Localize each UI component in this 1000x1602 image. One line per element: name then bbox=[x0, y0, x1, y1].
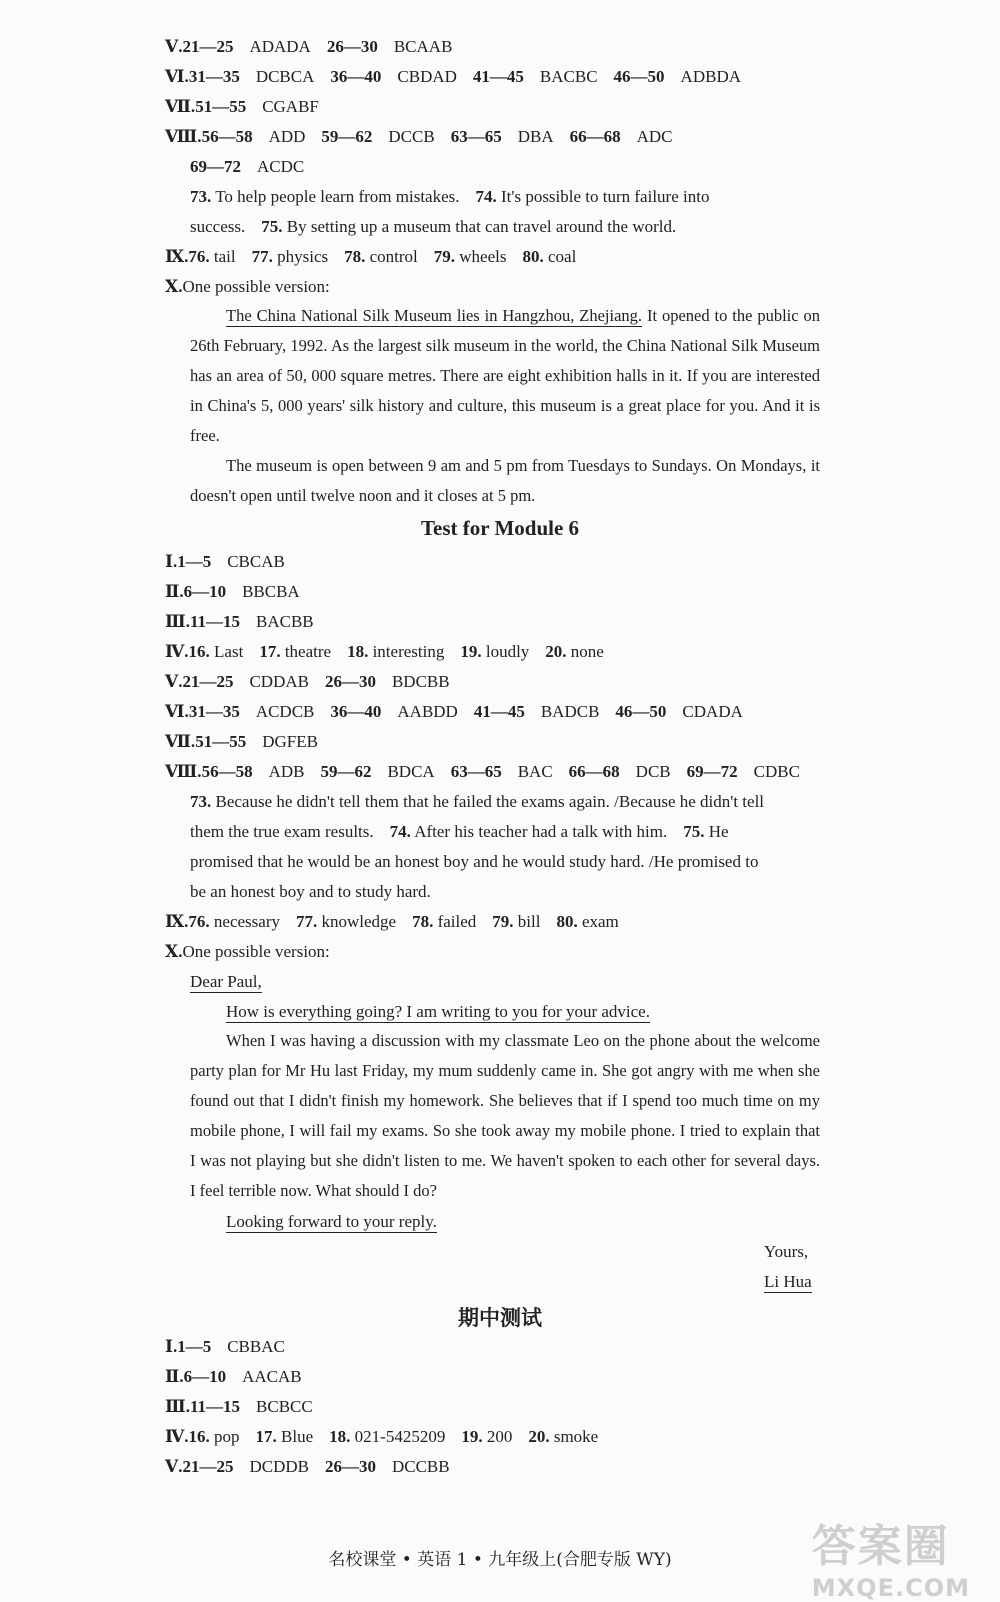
essay-paragraph-2: The museum is open between 9 am and 5 pm from Tuesdays to Sundays. On Mondays, it doesn't open until twelve noon and it closes at 5 pm. bbox=[190, 456, 820, 505]
mid-row-iii: Ⅲ.11—15 BCBCC bbox=[165, 1397, 313, 1416]
watermark-bottom: MXQE.COM bbox=[811, 1574, 970, 1602]
m6-answer-75-c: be an honest boy and to study hard. bbox=[190, 882, 431, 901]
answer-73-74: 73. To help people learn from mistakes. 74. It's possible to turn failure into bbox=[190, 187, 710, 206]
essay-paragraph-1: The China National Silk Museum lies in Hangzhou, Zhejiang. It opened to the public on 26th February, 1992. As the largest silk museum in the world, the China National Silk Museum has an area of 50, 000 square metres. There are eight exhibition halls in it. If you are interested in China's 5, 000 years' silk history and culture, this museum is a great place for you. And it is free. bbox=[190, 306, 820, 445]
m6-row-ii: Ⅱ.6—10 BBCBA bbox=[165, 582, 300, 601]
letter-closing: Looking forward to your reply. bbox=[226, 1212, 437, 1231]
answer-row-v: Ⅴ.21—25 ADADA 26—30 BCAAB bbox=[165, 37, 453, 56]
answer-row-vii: Ⅶ.51—55 CGABF bbox=[165, 97, 319, 116]
answer-row-viii: Ⅷ.56—58 ADD 59—62 DCCB 63—65 DBA 66—68 ADC bbox=[165, 127, 673, 146]
m6-answer-75-b: promised that he would be an honest boy and he would study hard. /He promised to bbox=[190, 852, 759, 871]
m6-row-iii: Ⅲ.11—15 BACBB bbox=[165, 612, 314, 631]
watermark-top: 答案圈 bbox=[811, 1521, 950, 1572]
m6-row-x: Ⅹ.One possible version: bbox=[165, 942, 330, 961]
midterm-title: 期中测试 bbox=[458, 1306, 542, 1330]
answer-row-viii-cont: 69—72 ACDC bbox=[190, 157, 305, 176]
m6-row-vi: Ⅵ.31—35 ACDCB 36—40 AABDD 41—45 BADCB 46—50 CDADA bbox=[165, 702, 743, 721]
mid-row-iv: Ⅳ.16. pop 17. Blue 18. 021-5425209 19. 200 20. smoke bbox=[165, 1427, 599, 1446]
mid-row-v: Ⅴ.21—25 DCDDB 26—30 DCCBB bbox=[165, 1457, 450, 1476]
module6-title: Test for Module 6 bbox=[420, 516, 580, 540]
letter-greeting: Dear Paul, bbox=[190, 972, 262, 991]
answer-row-vi: Ⅵ.31—35 DCBCA 36—40 CBDAD 41—45 BACBC 46—50 ADBDA bbox=[165, 67, 741, 86]
m6-answer-73-a: 73. Because he didn't tell them that he failed the exams again. /Because he didn't tell bbox=[190, 792, 765, 811]
m6-answer-73-b: them the true exam results. 74. After his teacher had a talk with him. 75. He bbox=[190, 822, 729, 841]
m6-row-viii: Ⅷ.56—58 ADB 59—62 BDCA 63—65 BAC 66—68 DCB 69—72 CDBC bbox=[165, 762, 800, 781]
m6-row-v: Ⅴ.21—25 CDDAB 26—30 BDCBB bbox=[165, 672, 450, 691]
m6-row-vii: Ⅶ.51—55 DGFEB bbox=[165, 732, 318, 751]
mid-row-i: Ⅰ.1—5 CBBAC bbox=[165, 1337, 285, 1356]
m6-row-i: Ⅰ.1—5 CBCAB bbox=[165, 552, 285, 571]
letter-signature: Li Hua bbox=[764, 1272, 812, 1291]
page-footer: 名校课堂 • 英语 1 • 九年级上(合肥专版 WY) bbox=[328, 1550, 672, 1570]
letter-body: When I was having a discussion with my classmate Leo on the phone about the welcome party plan for Mr Hu last Friday, my mum suddenly came in. She got angry with me when she found out that I didn't finish my homework. She believes that if I spend too much time on my mobile phone, I will fail my exams. So she took away my mobile phone. I tried to explain that I was not playing but she didn't listen to me. We haven't spoken to each other for several days. I feel terrible now. What should I do? bbox=[190, 1031, 820, 1200]
watermark bbox=[812, 1510, 970, 1602]
answer-74-75: success. 75. By setting up a museum that can travel around the world. bbox=[190, 217, 677, 236]
letter-signoff: Yours, bbox=[764, 1242, 809, 1261]
answer-row-x: Ⅹ.One possible version: bbox=[165, 277, 330, 296]
m6-row-iv: Ⅳ.16. Last 17. theatre 18. interesting 19. loudly 20. none bbox=[165, 642, 604, 661]
mid-row-ii: Ⅱ.6—10 AACAB bbox=[165, 1367, 302, 1386]
m6-row-ix: Ⅸ.76. necessary 77. knowledge 78. failed 79. bill 80. exam bbox=[165, 912, 619, 931]
answer-row-ix: Ⅸ.76. tail 77. physics 78. control 79. wheels 80. coal bbox=[165, 247, 577, 266]
letter-opening: How is everything going? I am writing to you for your advice. bbox=[226, 1002, 650, 1021]
